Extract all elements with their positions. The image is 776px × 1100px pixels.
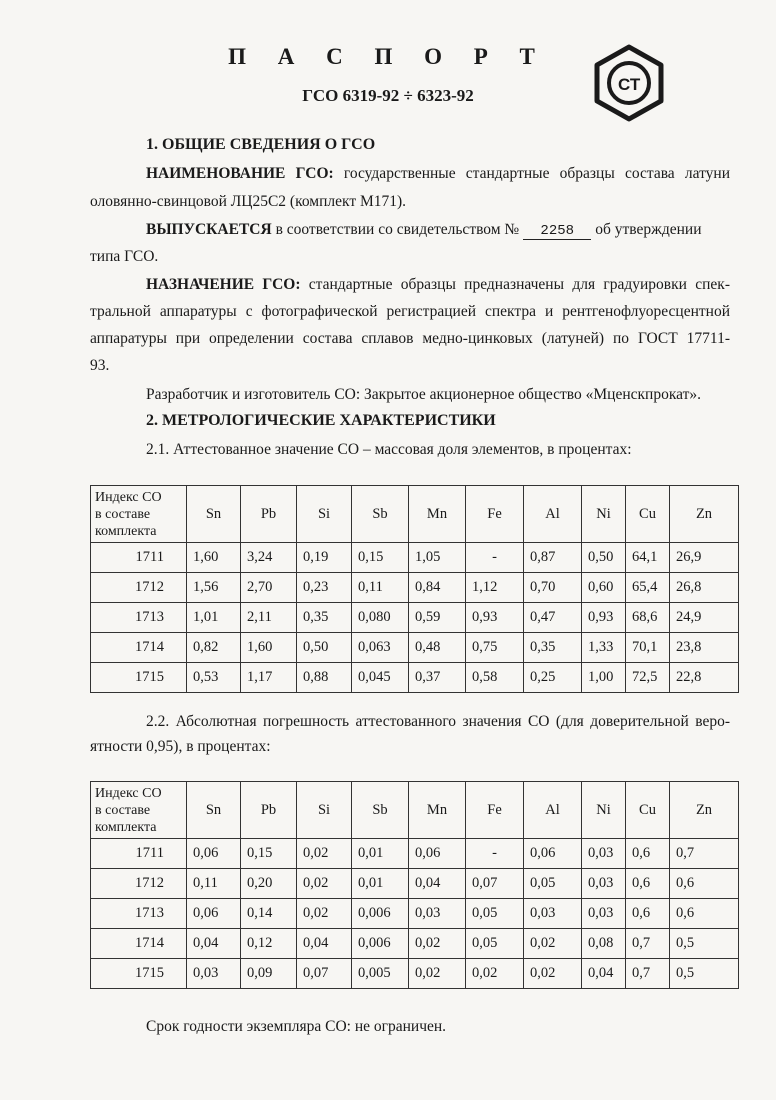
table-row (91, 839, 739, 869)
table-cell: 0,37 (409, 663, 466, 693)
name-paragraph-line2: оловянно-свинцовой ЛЦ25С2 (комплект М171). (90, 193, 407, 210)
index-header: Индекс СО в составе комплекта (91, 486, 187, 543)
table-cell: 0,07 (466, 869, 524, 899)
subsection-2-2-line1: 2.2. Абсолютная погрешность аттестованного значения СО (для доверительной веро- (146, 713, 730, 730)
name-label: НАИМЕНОВАНИЕ ГСО: (146, 165, 334, 182)
table-cell: 0,06 (409, 839, 466, 869)
table-cell: 0,07 (297, 959, 352, 989)
table-cell: 0,6 (670, 869, 739, 899)
table-cell: 0,006 (352, 929, 409, 959)
table-cell: 0,005 (352, 959, 409, 989)
column-header: Fe (466, 782, 524, 839)
table-cell: 0,5 (670, 959, 739, 989)
table-cell: 0,06 (187, 899, 241, 929)
developer-line: Разработчик и изготовитель СО: Закрытое акционерное общество «Мценскпрокат». (146, 386, 702, 403)
table-cell: 0,080 (352, 603, 409, 633)
purpose-label: НАЗНАЧЕНИЕ ГСО: (146, 276, 301, 293)
table-cell: 1,01 (187, 603, 241, 633)
table-cell: 0,15 (241, 839, 297, 869)
table-cell: 0,5 (670, 929, 739, 959)
table-cell: 0,59 (409, 603, 466, 633)
table-cell: 0,09 (241, 959, 297, 989)
table-cell: 0,50 (297, 633, 352, 663)
table-cell: 0,6 (626, 839, 670, 869)
column-header: Fe (466, 486, 524, 543)
table-cell: 0,063 (352, 633, 409, 663)
table-cell: 1,56 (187, 573, 241, 603)
table-cell: 0,02 (297, 869, 352, 899)
table-cell: 0,03 (524, 899, 582, 929)
table-row (91, 573, 739, 603)
table-cell: 0,70 (524, 573, 582, 603)
row-index-cell: 1714 (91, 633, 187, 663)
table-row (91, 959, 739, 989)
certificate-number: 2258 (523, 223, 591, 240)
table-cell: 0,93 (466, 603, 524, 633)
table-cell: 0,02 (297, 839, 352, 869)
table-cell: 0,14 (241, 899, 297, 929)
column-header: Zn (670, 782, 739, 839)
column-header: Ni (582, 486, 626, 543)
table-cell: 1,33 (582, 633, 626, 663)
table-row (91, 899, 739, 929)
section2-heading: 2. МЕТРОЛОГИЧЕСКИЕ ХАРАКТЕРИСТИКИ (146, 412, 496, 429)
column-header: Sn (187, 486, 241, 543)
issued-label: ВЫПУСКАЕТСЯ (146, 221, 272, 238)
table-cell: 0,93 (582, 603, 626, 633)
column-header: Pb (241, 486, 297, 543)
table-cell: 0,87 (524, 543, 582, 573)
table-cell: 0,03 (582, 899, 626, 929)
table-cell: 1,60 (241, 633, 297, 663)
table-row (91, 929, 739, 959)
table-cell: 2,11 (241, 603, 297, 633)
table-cell: 65,4 (626, 573, 670, 603)
table-cell: 0,01 (352, 839, 409, 869)
name-text: государственные стандартные образцы состава латуни (333, 165, 731, 182)
column-header: Sb (352, 486, 409, 543)
table-cell: 0,03 (409, 899, 466, 929)
row-index-cell: 1712 (91, 573, 187, 603)
table-cell: 0,06 (187, 839, 241, 869)
table-cell: 0,03 (582, 839, 626, 869)
table-cell: 0,6 (626, 899, 670, 929)
row-index-cell: 1712 (91, 869, 187, 899)
table-cell: 0,02 (524, 959, 582, 989)
uncertainty-table (90, 781, 739, 989)
row-index-cell: 1711 (91, 543, 187, 573)
table-cell: 0,04 (187, 929, 241, 959)
row-index-cell: 1713 (91, 899, 187, 929)
gost-certification-mark-icon (590, 44, 668, 122)
table-cell: 0,60 (582, 573, 626, 603)
table-cell: 0,50 (582, 543, 626, 573)
table-header-row (91, 486, 739, 543)
column-header: Al (524, 782, 582, 839)
column-header: Pb (241, 782, 297, 839)
table-cell: 0,02 (297, 899, 352, 929)
table-cell: 0,045 (352, 663, 409, 693)
purpose-paragraph-line4: 93. (90, 357, 110, 374)
subsection-2-1: 2.1. Аттестованное значение СО – массовая доля элементов, в процентах: (146, 441, 632, 458)
issued-paragraph-line1 (146, 220, 730, 240)
table-cell: 68,6 (626, 603, 670, 633)
table-cell: 0,05 (466, 899, 524, 929)
table-cell: 0,01 (352, 869, 409, 899)
table-cell: 26,9 (670, 543, 739, 573)
column-header: Zn (670, 486, 739, 543)
table-cell: 0,11 (352, 573, 409, 603)
table-cell: 0,12 (241, 929, 297, 959)
table-cell: 26,8 (670, 573, 739, 603)
table-cell: 0,02 (466, 959, 524, 989)
table-row (91, 869, 739, 899)
name-paragraph-line1 (146, 164, 730, 184)
row-index-cell: 1711 (91, 839, 187, 869)
table-cell: 0,04 (582, 959, 626, 989)
table-cell: 0,7 (670, 839, 739, 869)
table-cell: 23,8 (670, 633, 739, 663)
purpose-paragraph-line2: тральной аппаратуры с фотографической регистрацией спектра и рентгенофлуоресцентной (90, 303, 730, 320)
table-cell: 1,05 (409, 543, 466, 573)
table-cell: 0,03 (582, 869, 626, 899)
table-cell: 1,12 (466, 573, 524, 603)
table-cell: 0,08 (582, 929, 626, 959)
column-header: Si (297, 486, 352, 543)
table-row (91, 603, 739, 633)
purpose-paragraph-line1 (146, 275, 730, 295)
index-header: Индекс СО в составе комплекта (91, 782, 187, 839)
column-header: Mn (409, 486, 466, 543)
table-header-row (91, 782, 739, 839)
table-row (91, 663, 739, 693)
table-cell: 0,84 (409, 573, 466, 603)
issued-text-after: об утверждении (595, 221, 702, 238)
table-cell: 0,05 (524, 869, 582, 899)
table-cell: 0,23 (297, 573, 352, 603)
section1-heading: 1. ОБЩИЕ СВЕДЕНИЯ О ГСО (146, 136, 376, 153)
document-title: П А С П О Р Т (228, 44, 548, 69)
table-cell: 0,05 (466, 929, 524, 959)
table-cell: 0,20 (241, 869, 297, 899)
table-cell: 1,17 (241, 663, 297, 693)
column-header: Cu (626, 486, 670, 543)
table-cell: 0,006 (352, 899, 409, 929)
table-cell: 0,6 (670, 899, 739, 929)
table-cell: 72,5 (626, 663, 670, 693)
table-cell: 0,02 (524, 929, 582, 959)
table-cell: 0,7 (626, 929, 670, 959)
column-header: Al (524, 486, 582, 543)
shelf-life-line: Срок годности экземпляра СО: не ограничен. (146, 1018, 447, 1035)
table-cell: 0,06 (524, 839, 582, 869)
table-cell: 0,58 (466, 663, 524, 693)
table-row (91, 543, 739, 573)
table-cell: 0,6 (626, 869, 670, 899)
issued-text: в соответствии со свидетельством № (271, 221, 520, 238)
table-cell: 0,53 (187, 663, 241, 693)
table-cell: 22,8 (670, 663, 739, 693)
table-cell: 0,03 (187, 959, 241, 989)
table-cell: 0,25 (524, 663, 582, 693)
table-cell: - (466, 839, 524, 869)
table-cell: 0,04 (297, 929, 352, 959)
column-header: Ni (582, 782, 626, 839)
row-index-cell: 1713 (91, 603, 187, 633)
table-cell: 0,7 (626, 959, 670, 989)
table-cell: 0,48 (409, 633, 466, 663)
table-cell: - (466, 543, 524, 573)
row-index-cell: 1714 (91, 929, 187, 959)
row-index-cell: 1715 (91, 959, 187, 989)
table-cell: 0,47 (524, 603, 582, 633)
purpose-paragraph-line3: аппаратуры при определении состава сплавов медно-цинковых (латуней) по ГОСТ 17711- (90, 330, 730, 347)
table-cell: 0,11 (187, 869, 241, 899)
table-cell: 0,02 (409, 959, 466, 989)
table-cell: 0,15 (352, 543, 409, 573)
table-cell: 1,00 (582, 663, 626, 693)
purpose-text: стандартные образцы предназначены для градуировки спек- (300, 276, 730, 293)
table-cell: 0,04 (409, 869, 466, 899)
table-cell: 64,1 (626, 543, 670, 573)
table-row (91, 633, 739, 663)
table-cell: 3,24 (241, 543, 297, 573)
column-header: Cu (626, 782, 670, 839)
column-header: Si (297, 782, 352, 839)
column-header: Sb (352, 782, 409, 839)
table-cell: 0,35 (524, 633, 582, 663)
document-subtitle: ГСО 6319-92 ÷ 6323-92 (302, 86, 474, 105)
table-cell: 24,9 (670, 603, 739, 633)
table-cell: 70,1 (626, 633, 670, 663)
table-cell: 0,19 (297, 543, 352, 573)
table-cell: 0,88 (297, 663, 352, 693)
table-cell: 0,75 (466, 633, 524, 663)
row-index-cell: 1715 (91, 663, 187, 693)
table-cell: 0,82 (187, 633, 241, 663)
table-cell: 0,35 (297, 603, 352, 633)
table-cell: 1,60 (187, 543, 241, 573)
subsection-2-2-line2: ятности 0,95), в процентах: (90, 738, 271, 755)
issued-paragraph-line2: типа ГСО. (90, 248, 159, 265)
certified-values-table (90, 485, 739, 693)
column-header: Sn (187, 782, 241, 839)
column-header: Mn (409, 782, 466, 839)
table-cell: 2,70 (241, 573, 297, 603)
logo-text: СТ (618, 75, 641, 94)
table-cell: 0,02 (409, 929, 466, 959)
